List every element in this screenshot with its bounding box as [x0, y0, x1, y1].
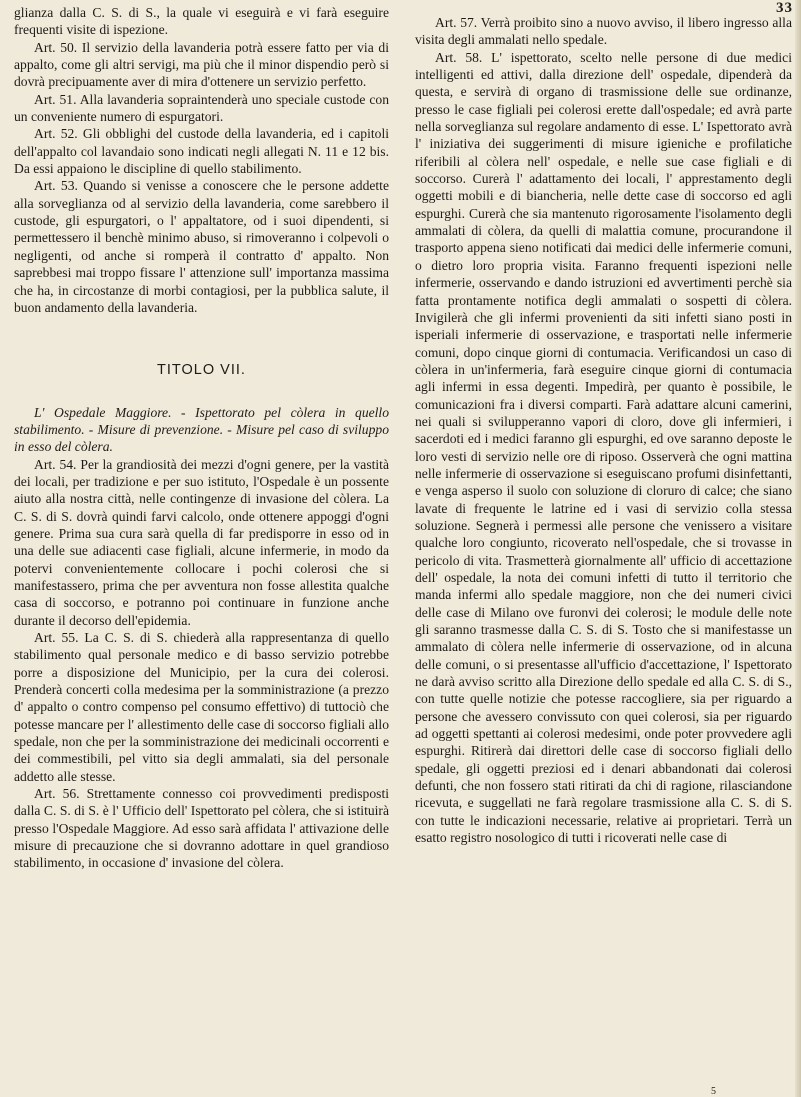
page-edge [795, 0, 801, 1097]
paragraph-art-52: Art. 52. Gli obblighi del custode della lavanderia, ed i capitoli dell'appalto col lavandaio sono indicati negli allegati N. 11 e 12 bis. Da essi appaiono le discipline di quello stabilimento. [14, 126, 389, 177]
paragraph-art-51: Art. 51. Alla lavanderia sopraintenderà uno speciale custode con un conveniente numero di espurgatori. [14, 91, 389, 125]
right-column [415, 14, 792, 847]
paragraph-art-55: Art. 55. La C. S. di S. chiederà alla rappresentanza di quello stabilimento qual personale medico e di basso servizio potrebbe porre a disposizione del Municipio, per la cura dei colerosi. Prenderà concerti colla medesima per la somministrazione (a prezzo d' appalto o contro compenso pel consumo effettivo) di tuttociò che potesse mancare per l' allestimento delle case di soccorso figliali allo spedale, non che per la somministrazione dei medicinali occorrenti e dei commestibili, pel vitto sia degli ammalati, sia del personale addetto alle stesse. [14, 630, 389, 784]
page-number: 33 [776, 0, 793, 16]
paragraph-art-53: Art. 53. Quando si venisse a conoscere che le persone addette alla sorveglianza od al servizio della lavanderia, come sarebbero il custode, gli espurgatori, o l' appaltatore, od i suoi dipendenti, si permettessero il benchè minimo abuso, si rimoveranno i colpevoli o negligenti, od anche si romperà il contratto d' appalto. Non saprebbesi mai troppo fissare l' attenzione sull' importanza massima che ha, in circostanze di morbi contagiosi, per la pubblica salute, il buon andamento della lavanderia. [14, 178, 389, 315]
section-title: TITOLO VII. [157, 362, 246, 379]
paragraph-art-54: Art. 54. Per la grandiosità dei mezzi d'ogni genere, per la vastità dei locali, per tradizione e per suo istituto, l'Ospedale è un possente aiuto alla nostra città, nelle contingenze di invasione del còlera. La C. S. di S. dovrà quindi farvi calcolo, onde ottenere appoggi d'ogni genere. Prima sua cura sarà quella di far predisporre in esso od in una delle sue adiacenti case figliali, alcune infermerie, in modo da potervi convenientemente collocare i pochi colerosi che si manifestassero, prima che per avventura non fosse allestita qualche casa di soccorso, e potranno poi continuare in funzione anche durante il decorso dell'epidemia. [14, 456, 389, 628]
paragraph-art-56: Art. 56. Strettamente connesso coi provvedimenti predisposti dalla C. S. di S. è l' Ufficio dell' Ispettorato pel còlera, che si istituirà presso l'Ospedale Maggiore. Ad esso sarà affidata l' attivazione delle misure di precauzione che si dovranno adottare in quel grandioso stabilimento, in occasione d' invasione del còlera. [14, 786, 389, 871]
paragraph: glianza dalla C. S. di S., la quale vi eseguirà e vi farà eseguire frequenti visite di ispezione. [14, 5, 389, 38]
left-column [14, 4, 389, 872]
section-subtitle: L' Ospedale Maggiore. - Ispettorato pel còlera in quello stabilimento. - Misure di prevenzione. - Misure pel caso di sviluppo in esso del còlera. [14, 404, 389, 455]
paragraph-art-50: Art. 50. Il servizio della lavanderia potrà essere fatto per via di appalto, come gli altri servigi, ma più che il minor dispendio però si dovrà precipuamente aver di mira d'ottenere un servizio perfetto. [14, 39, 389, 90]
paragraph-art-58: Art. 58. L' ispettorato, scelto nelle persone di due medici intelligenti ed attivi, dalla direzione dell' ospedale, dipenderà da questa, e servirà di organo di trasmissione delle sue ordinanze, presso le case figliali pei colerosi erette dall'ospedale; ed avrà parte nella sorveglianza sul regolare andamento di esse. L' Ispettorato avrà l' iniziativa dei suggerimenti di misure igieniche e profilatiche riferibili al còlera nell' ospedale, e nelle sue case figliali e di soccorso. Curerà l' adattamento dei locali, l' apprestamento degli oggetti mobili e di biancheria, nelle dette case di soccorso ed agli espurghi. Curerà che sia mantenuto rigorosamente l'isolamento degli ammalati di còlera, da quelli di malattia comune, procurandone il trasporto appena sieno notificati dai medici delle infermerie comuni, o dietro loro propria visita. Faranno frequenti ispezioni nelle infermerie, osservando e dando istruzioni ed avvertimenti perchè sia fatta prontamente notifica degli ammalati o sospetti di còlera. Invigilerà che gli infermi provenienti da siti infetti siano posti in isperiali infermerie di osservazione, e trasportati nelle infermerie comuni, dopo cinque giorni di contumacia. Verificandosi un caso di còlera in un'infermeria, farà eseguire cinque giorni di contumacia agli infermi in essa degenti. Impedirà, per quanto è possibile, le comunicazioni fra i diversi comparti. Farà adattare alcuni camerini, nei quali si svilupperanno vapori di cloro, dove gli infermieri, i sacerdoti ed i medici faranno gli espurghi, ed ove saranno deposte le loro vesti di servizio nelle ore di riposo. Osserverà che ogni mattina nelle infermerie di osservazione si eseguiscano profumi disinfettanti, e venga asperso il suolo con soluzione di cloruro di calce; che siano lavate di frequente le latrine ed i vasi di servizio colla stessa soluzione. Segnerà i permessi alle persone che venissero a visitare qualche loro congiunto, ricoverato nell'ospedale, che si trovasse in pericolo di vita. Trasmetterà giornalmente all' ufficio di accettazione dell' ospedale, la nota dei comuni infetti di tutto il territorio che manda infermi allo spedale maggiore, non che dei numeri civici delle case di Milano ove furonvi dei colerosi; le module delle note gli saranno trasmesse dalla C. S. di S. Tosto che si manifestasse un ammalato di còlera nelle infermerie di osservazione, od in alcuna delle comuni, o si presentasse all'ufficio d'accettazione, l' Ispettorato ne darà avviso scritto alla Direzione dello spedale ed alla C. S. di S., con tutte quelle notizie che potesse raccogliere, sia per riguardo a persone che avessero convissuto con quei colerosi, sia per riguardo ad oggetti spettanti ai colerosi medesimi, onde poter provvedere agli espurghi. Ritirerà dai direttori delle case di soccorso figliali dello spedale, gli oggetti preziosi ed i denari abbandonati dai colerosi defunti, che non fossero stati ritirati da chi di ragione, rilasciandone ricevuta, e suggellati ne farà regolare trasmissione alla C. S. di S. con tutte le indicazioni necessarie, relative ai proprietari. Terrà un esatto registro nosologico di tutti i ricoverati nelle case di [415, 49, 792, 846]
signature-mark: 5 [711, 1086, 716, 1097]
paragraph-art-57: Art. 57. Verrà proibito sino a nuovo avviso, il libero ingresso alla visita degli ammalati nello spedale. [415, 15, 792, 48]
